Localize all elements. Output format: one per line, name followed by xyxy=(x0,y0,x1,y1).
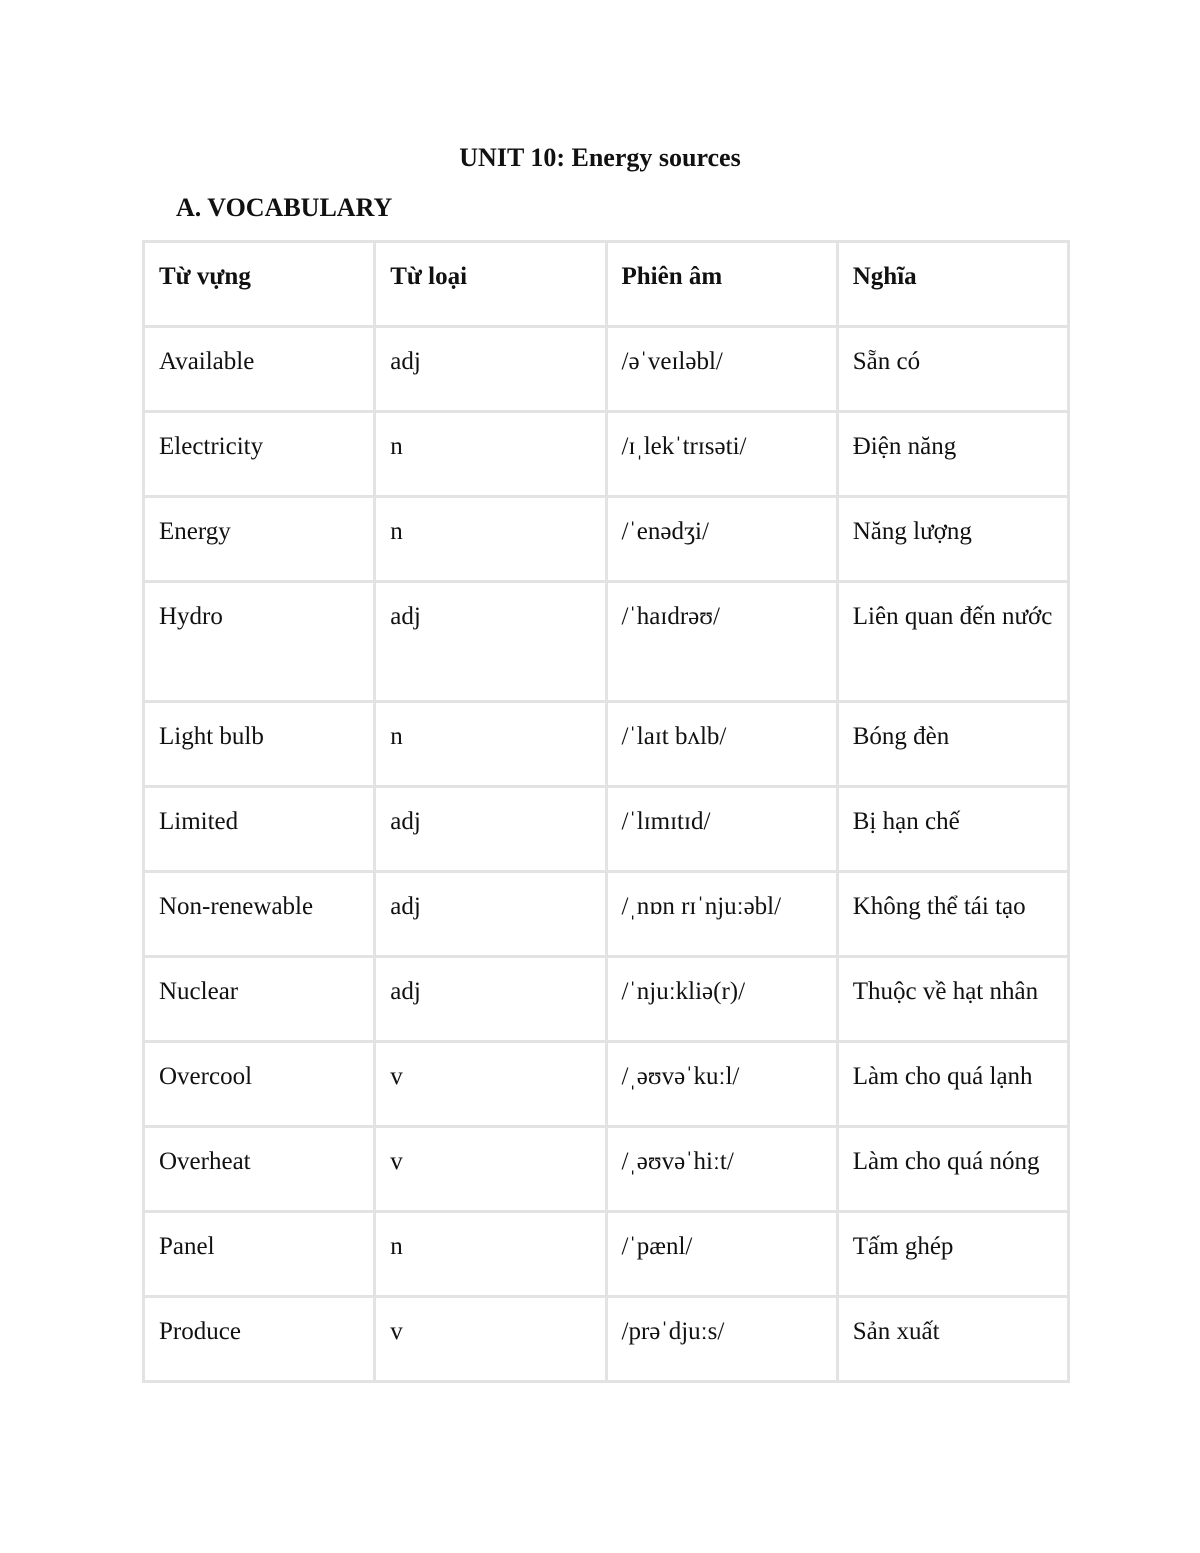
cell-pronunciation: /ˈpænl/ xyxy=(606,1212,837,1297)
cell-pronunciation: /ˈlɪmɪtɪd/ xyxy=(606,787,837,872)
cell-meaning: Tấm ghép xyxy=(837,1212,1068,1297)
table-row xyxy=(144,957,1069,1042)
cell-meaning: Không thể tái tạo xyxy=(837,872,1068,957)
table-row xyxy=(144,872,1069,957)
cell-meaning: Thuộc về hạt nhân xyxy=(837,957,1068,1042)
cell-meaning: Bị hạn chế xyxy=(837,787,1068,872)
cell-word-type: adj xyxy=(375,787,606,872)
cell-word-type: n xyxy=(375,412,606,497)
cell-word-type: v xyxy=(375,1297,606,1382)
table-row xyxy=(144,1212,1069,1297)
cell-word-type: n xyxy=(375,497,606,582)
cell-word-type: adj xyxy=(375,582,606,702)
cell-pronunciation: /ˈhaɪdrəʊ/ xyxy=(606,582,837,702)
table-row xyxy=(144,412,1069,497)
cell-word-type: adj xyxy=(375,327,606,412)
table-row xyxy=(144,497,1069,582)
cell-meaning: Làm cho quá nóng xyxy=(837,1127,1068,1212)
cell-word: Overcool xyxy=(144,1042,375,1127)
table-row xyxy=(144,787,1069,872)
table-header-row xyxy=(144,242,1069,327)
cell-word: Hydro xyxy=(144,582,375,702)
cell-pronunciation: /ˈlaɪt bʌlb/ xyxy=(606,702,837,787)
cell-word-type: n xyxy=(375,1212,606,1297)
cell-word-type: n xyxy=(375,702,606,787)
header-pronunciation: Phiên âm xyxy=(606,242,837,327)
table-row xyxy=(144,327,1069,412)
header-word-type: Từ loại xyxy=(375,242,606,327)
cell-meaning: Sẵn có xyxy=(837,327,1068,412)
cell-meaning: Làm cho quá lạnh xyxy=(837,1042,1068,1127)
cell-word: Available xyxy=(144,327,375,412)
cell-word-type: adj xyxy=(375,872,606,957)
cell-pronunciation: /ˌəʊvəˈkuːl/ xyxy=(606,1042,837,1127)
page-title: UNIT 10: Energy sources xyxy=(459,143,741,172)
vocabulary-table xyxy=(142,240,1070,1383)
cell-pronunciation: /ˈnjuːkliə(r)/ xyxy=(606,957,837,1042)
cell-word: Electricity xyxy=(144,412,375,497)
table-row xyxy=(144,582,1069,702)
cell-word: Energy xyxy=(144,497,375,582)
cell-meaning: Sản xuất xyxy=(837,1297,1068,1382)
cell-pronunciation: /ˈenədʒi/ xyxy=(606,497,837,582)
cell-word: Panel xyxy=(144,1212,375,1297)
cell-word: Light bulb xyxy=(144,702,375,787)
cell-pronunciation: /ˌnɒn rɪˈnjuːəbl/ xyxy=(606,872,837,957)
table-row xyxy=(144,702,1069,787)
cell-pronunciation: /əˈveɪləbl/ xyxy=(606,327,837,412)
cell-word-type: adj xyxy=(375,957,606,1042)
section-heading: A. VOCABULARY xyxy=(176,193,393,222)
cell-pronunciation: /ˌəʊvəˈhiːt/ xyxy=(606,1127,837,1212)
table-row xyxy=(144,1297,1069,1382)
cell-meaning: Liên quan đến nước xyxy=(837,582,1068,702)
cell-word: Nuclear xyxy=(144,957,375,1042)
cell-meaning: Bóng đèn xyxy=(837,702,1068,787)
header-word: Từ vựng xyxy=(144,242,375,327)
cell-meaning: Điện năng xyxy=(837,412,1068,497)
cell-word: Non-renewable xyxy=(144,872,375,957)
cell-word: Overheat xyxy=(144,1127,375,1212)
cell-word-type: v xyxy=(375,1127,606,1212)
table-row xyxy=(144,1127,1069,1212)
cell-meaning: Năng lượng xyxy=(837,497,1068,582)
cell-word: Produce xyxy=(144,1297,375,1382)
cell-word: Limited xyxy=(144,787,375,872)
cell-pronunciation: /prəˈdjuːs/ xyxy=(606,1297,837,1382)
table-row xyxy=(144,1042,1069,1127)
header-meaning: Nghĩa xyxy=(837,242,1068,327)
cell-word-type: v xyxy=(375,1042,606,1127)
cell-pronunciation: /ɪˌlekˈtrɪsəti/ xyxy=(606,412,837,497)
